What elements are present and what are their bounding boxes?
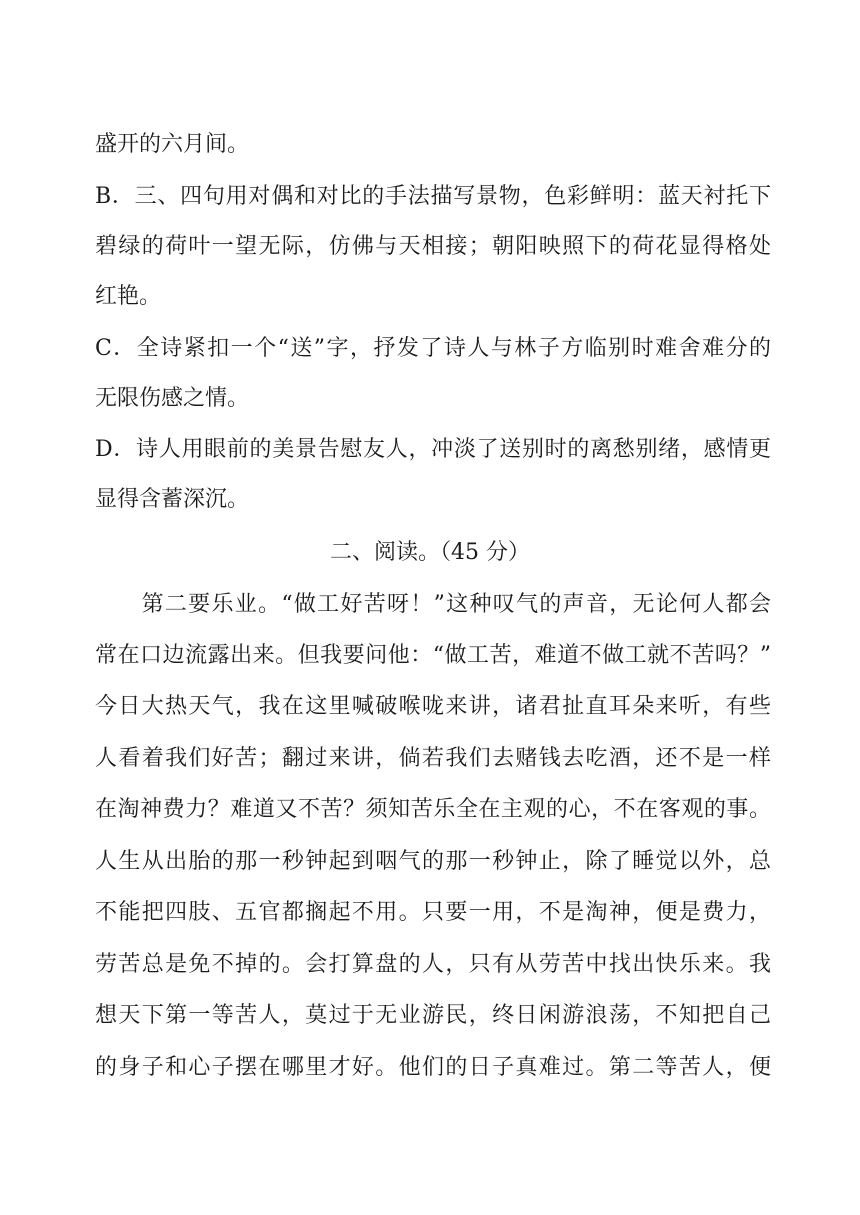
- passage-line-7: 不能把四肢、五官都搁起不用。只要一用，不是淘神，便是费力，: [95, 900, 771, 925]
- option-b-line-1: B．三、四句用对偶和对比的手法描写景物，色彩鲜明：蓝天衬托下: [95, 184, 771, 209]
- option-b-line-2: 碧绿的荷叶一望无际，仿佛与天相接；朝阳映照下的荷花显得格处: [95, 234, 771, 259]
- option-b-line-3: 红艳。: [95, 284, 162, 309]
- option-c-line-2: 无限伤感之情。: [95, 386, 250, 411]
- passage-line-3: 今日大热天气，我在这里喊破喉咙来讲，诸君扯直耳朵来听，有些: [95, 694, 771, 719]
- option-d-line-1: D．诗人用眼前的美景告慰友人，冲淡了送别时的离愁别绪，感情更: [95, 437, 771, 462]
- passage-line-2: 常在口边流露出来。但我要问他：“做工苦，难道不做工就不苦吗？”: [95, 643, 771, 668]
- passage-line-8: 劳苦总是免不掉的。会打算盘的人，只有从劳苦中找出快乐来。我: [95, 952, 771, 977]
- passage-line-10: 的身子和心子摆在哪里才好。他们的日子真难过。第二等苦人，便: [95, 1055, 771, 1080]
- option-d-line-2: 显得含蓄深沉。: [95, 487, 250, 512]
- passage-line-9: 想天下第一等苦人，莫过于无业游民，终日闲游浪荡，不知把自己: [95, 1003, 771, 1028]
- passage-line-4: 人看着我们好苦；翻过来讲，倘若我们去赌钱去吃酒，还不是一样: [95, 746, 771, 771]
- option-c-line-1: C．全诗紧扣一个“送”字，抒发了诗人与林子方临别时难舍难分的: [95, 336, 771, 361]
- passage-line-6: 人生从出胎的那一秒钟起到咽气的那一秒钟止，除了睡觉以外，总: [95, 849, 771, 874]
- option-a-tail: 盛开的六月间。: [95, 132, 250, 157]
- section-heading: 二、阅读。（45 分）: [330, 540, 530, 565]
- passage-line-5: 在淘神费力？难道又不苦？须知苦乐全在主观的心，不在客观的事。: [95, 797, 771, 822]
- passage-line-1: 第二要乐业。“做工好苦呀！”这种叹气的声音，无论何人都会: [95, 592, 771, 617]
